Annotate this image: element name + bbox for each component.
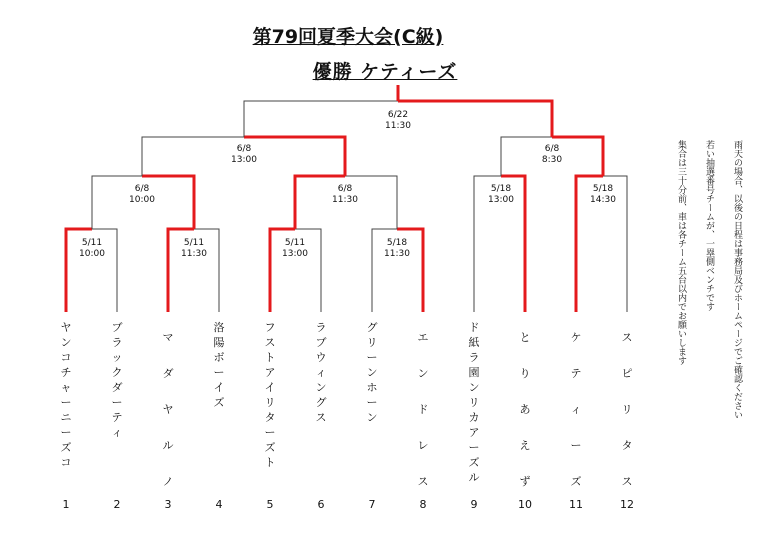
match-time: 14:30 (590, 195, 616, 205)
team-name-8: エ ン ド レ ス (417, 331, 429, 488)
match-time: 10:00 (129, 195, 155, 205)
match-time: 11:30 (384, 249, 410, 259)
match-time: 11:30 (332, 195, 358, 205)
match-sf-a (214, 144, 274, 166)
match-r1-c (265, 238, 325, 260)
match-date: 5/11 (81, 238, 103, 248)
note-bench: 若い抽選番号チームが、一塁側ベンチです (704, 140, 714, 311)
team-seed-11: 11 (569, 498, 583, 511)
match-date: 6/8 (337, 184, 353, 194)
team-name-7: グ リ ー ン ホ ー ン (366, 321, 378, 424)
match-r1-d (367, 238, 427, 260)
match-r2-b (315, 184, 375, 206)
team-seed-5: 5 (266, 498, 274, 511)
team-seed-1: 1 (62, 498, 70, 511)
note-meeting: 集合は三十分前、車は各チーム五台以内でお願いします (676, 140, 686, 365)
team-name-6: ラ ブ ウ ィ ン グ ス (315, 321, 327, 424)
match-r1-a (62, 238, 122, 260)
match-r2-a (112, 184, 172, 206)
team-name-3: マ ダ ヤ ル ノ (162, 331, 174, 488)
match-date: 5/18 (386, 238, 408, 248)
match-time: 11:30 (181, 249, 207, 259)
team-seed-7: 7 (368, 498, 376, 511)
match-date: 5/18 (490, 184, 512, 194)
match-time: 13:00 (231, 155, 257, 165)
match-final (368, 110, 428, 132)
note-rain: 雨天の場合、以後の日程は事務局及びホームページでご確認ください (732, 140, 742, 419)
team-name-9: ド 紙 ラ 園 ン リ カ ア ー ズ ル (468, 321, 480, 484)
match-r1-f (573, 184, 633, 206)
match-r1-e (471, 184, 531, 206)
match-date: 6/8 (236, 144, 252, 154)
match-sf-b (522, 144, 582, 166)
page-title: 第79回夏季大会(C級) (252, 26, 444, 48)
team-name-4: 洛 陽 ボ ー イ ズ (213, 321, 225, 409)
team-seed-12: 12 (620, 498, 634, 511)
match-r1-b (164, 238, 224, 260)
team-name-11: ケ テ ィ ー ズ (570, 331, 582, 488)
team-seed-6: 6 (317, 498, 325, 511)
team-seed-9: 9 (470, 498, 478, 511)
match-date: 6/8 (134, 184, 150, 194)
match-date: 5/11 (284, 238, 306, 248)
match-date: 6/8 (544, 144, 560, 154)
match-time: 13:00 (282, 249, 308, 259)
team-name-5: フ ス ト ア イ リ タ ー ズ ト (264, 321, 276, 469)
champion-label: 優勝 ケティーズ (312, 61, 458, 83)
match-date: 6/22 (387, 110, 409, 120)
team-seed-2: 2 (113, 498, 121, 511)
team-name-12: ス ピ リ タ ス (621, 331, 633, 488)
team-seed-4: 4 (215, 498, 223, 511)
match-time: 13:00 (488, 195, 514, 205)
match-time: 10:00 (79, 249, 105, 259)
match-time: 11:30 (385, 121, 411, 131)
team-seed-10: 10 (518, 498, 532, 511)
team-name-10: と り あ え ず (519, 331, 531, 488)
match-date: 5/11 (183, 238, 205, 248)
team-seed-3: 3 (164, 498, 172, 511)
match-date: 5/18 (592, 184, 614, 194)
team-seed-8: 8 (419, 498, 427, 511)
team-name-1: ヤ ン コ チ ャ ー ニ ー ズ コ (60, 321, 72, 469)
match-time: 8:30 (541, 155, 563, 165)
team-name-2: ブ ラ ッ ク ダ ー テ ィ (111, 321, 123, 439)
